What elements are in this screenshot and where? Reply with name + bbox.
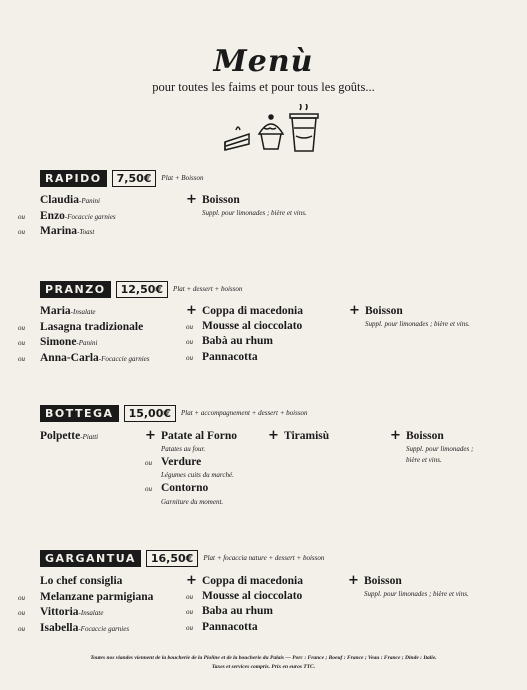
list-item: ou Marina-Toast (18, 225, 95, 237)
cake-slice-icon (225, 127, 249, 150)
footer-note: Toutes nos viandes viennent de la boucherie de la Pioline et de la boucherie du Palais — Porc : France ; Boeuf : France ; Veau : France ; Dinde : Italie. (90, 655, 437, 661)
section-header-rapido (40, 167, 203, 187)
drink-desc: Suppl. pour limonades ; bière et vins. (202, 208, 307, 217)
drink-desc: Suppl. pour limonades ; bière et vins. (364, 589, 469, 598)
bottega-main: Polpette-Piatti (40, 430, 99, 442)
pranzo-drink: + Boisson Suppl. pour limonades ; bière et vins. (349, 303, 470, 328)
list-item: ou Isabella-Focaccie garnies (18, 621, 130, 634)
drink-label: Boisson (202, 194, 240, 206)
section-price: 16,50€ (146, 550, 198, 567)
rapido-items (18, 193, 116, 240)
list-item: Maria-Insalate (40, 305, 96, 317)
food-icons (222, 104, 332, 156)
list-item: + Coppa di macedonia (186, 573, 303, 588)
list-item: ou Pannacotta (186, 620, 258, 633)
section-price: 7,50€ (112, 170, 157, 187)
list-item: ou Baba au rhum (186, 605, 273, 617)
section-note: Plat + accompagnement + dessert + boisson (181, 408, 308, 417)
section-price: 15,00€ (124, 405, 176, 422)
bottega-dessert: + Tiramisù (268, 428, 330, 443)
section-header-pranzo (40, 278, 242, 298)
list-item: + Patate al Forno (145, 428, 238, 443)
section-name: BOTTEGA (40, 405, 119, 422)
coffee-cup-icon (290, 104, 318, 151)
footer-taxes: Taxes et services compris. Prix en euros TTC. (211, 664, 316, 670)
rapido-drink: + Boisson Suppl. pour limonades ; bière et vins. (186, 192, 307, 217)
list-item: ou Melanzane parmigiana (18, 590, 154, 603)
section-header-bottega (40, 402, 308, 422)
list-item: ou Babà au rhum (186, 335, 273, 347)
drink-label: Boisson (365, 305, 403, 317)
section-price: 12,50€ (116, 281, 168, 298)
pranzo-desserts (186, 304, 303, 365)
drink-label: Boisson (406, 430, 444, 442)
list-item: Lo chef consiglia (40, 575, 123, 587)
list-item: ou Simone-Panini (18, 336, 98, 348)
section-header-gargantua (40, 547, 324, 567)
drink-label: Boisson (364, 575, 402, 587)
list-item: ou Mousse al cioccolato (186, 589, 303, 602)
section-note: Plat + focaccia nature + dessert + boisson (203, 553, 325, 562)
list-item: ou Vittoria-Insalate (18, 606, 104, 618)
list-item: ou Lasagna tradizionale (18, 320, 144, 333)
section-note: Plat + Boisson (161, 173, 204, 182)
bottega-drink: + Boisson Suppl. pour limonades ; bière et vins. (390, 428, 474, 464)
bottega-sides: + Patate al Forno Patates au four. ou Verdure Légumes cuits du marché. ou Contorno Garniture du moment. (145, 428, 238, 506)
page-title: Menù (213, 44, 314, 79)
list-item: ou Verdure (145, 455, 202, 468)
list-item: ou Contorno (145, 482, 209, 494)
page-subtitle: pour toutes les faims et pour tous les goûts... (152, 80, 375, 94)
gargantua-items (18, 574, 153, 636)
section-name: PRANZO (40, 281, 111, 298)
cupcake-icon (259, 115, 283, 149)
list-item: ou Mousse al cioccolato (186, 319, 303, 332)
list-item: ou Enzo-Focaccie garnies (18, 209, 116, 222)
pranzo-items (18, 304, 150, 366)
list-item: Claudia-Panini (40, 194, 100, 206)
list-item: ou Pannacotta (186, 350, 258, 363)
list-item: ou Anna-Carla-Focaccie garnies (18, 351, 150, 364)
gargantua-desserts (186, 574, 303, 635)
section-note: Plat + dessert + boisson (173, 284, 243, 293)
drink-desc: Suppl. pour limonades ; bière et vins. (365, 319, 470, 328)
gargantua-drink: + Boisson Suppl. pour limonades ; bière et vins. (348, 573, 469, 598)
section-name: RAPIDO (40, 170, 107, 187)
section-name: GARGANTUA (40, 550, 141, 567)
list-item: + Coppa di macedonia (186, 303, 303, 318)
